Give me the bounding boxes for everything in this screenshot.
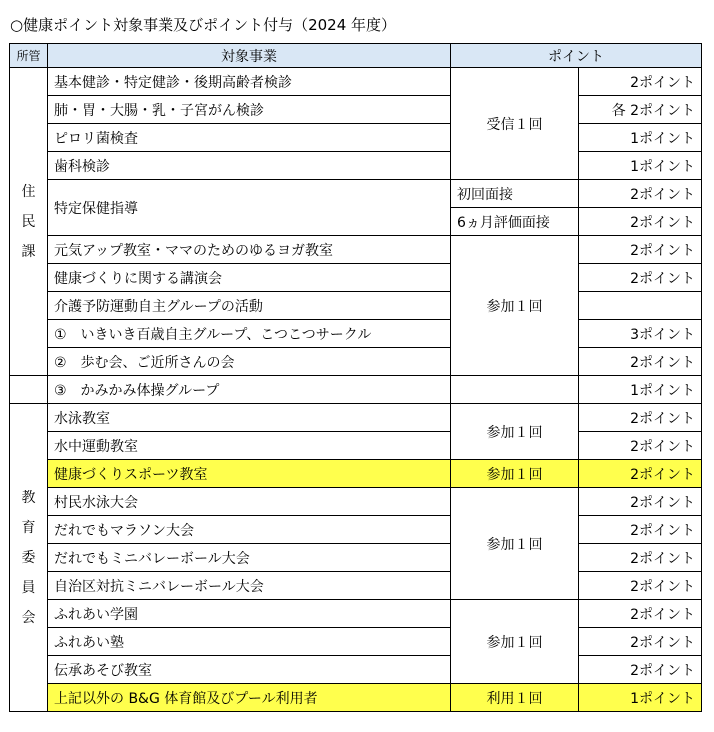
row-point: 1ポイント [579, 684, 702, 712]
dept-cell-continued [10, 376, 48, 404]
row-item: 伝承あそび教室 [48, 656, 451, 684]
table-row [10, 152, 702, 180]
row-point: 2ポイント [579, 180, 702, 208]
table-row [10, 376, 702, 404]
row-item: 上記以外の B&G 体育館及びプール利用者 [48, 684, 451, 712]
row-point: 2ポイント [579, 572, 702, 600]
table-row [10, 628, 702, 656]
row-item: ピロリ菌検査 [48, 124, 451, 152]
row-point: 2ポイント [579, 236, 702, 264]
row-item: 村民水泳大会 [48, 488, 451, 516]
row-point: 2ポイント [579, 516, 702, 544]
row-frequency: 参加１回 [451, 404, 579, 460]
row-point: 2ポイント [579, 488, 702, 516]
row-frequency: 参加１回 [451, 460, 579, 488]
row-frequency: 参加１回 [451, 600, 579, 684]
row-point: 1ポイント [579, 376, 702, 404]
row-frequency: 受信１回 [451, 68, 579, 180]
row-point: 2ポイント [579, 68, 702, 96]
row-item: 健康づくりに関する講演会 [48, 264, 451, 292]
table-row [10, 516, 702, 544]
row-item: 元気アップ教室・ママのためのゆるヨガ教室 [48, 236, 451, 264]
row-point: 1ポイント [579, 124, 702, 152]
row-point: 2ポイント [579, 404, 702, 432]
row-point: 2ポイント [579, 432, 702, 460]
row-item: ふれあい学園 [48, 600, 451, 628]
row-point: 2ポイント [579, 208, 702, 236]
row-point: 3ポイント [579, 320, 702, 348]
table-header-row [10, 44, 702, 68]
table-row [10, 180, 702, 208]
table-row [10, 488, 702, 516]
row-item: 健康づくりスポーツ教室 [48, 460, 451, 488]
row-sub-item: ② 歩む会、ご近所さんの会 [48, 348, 451, 376]
table-row [10, 264, 702, 292]
dept-kyoiku-iinkai: 教 育 委 員 会 [10, 404, 48, 712]
row-point-empty [579, 292, 702, 320]
row-item: 介護予防運動自主グループの活動 [48, 292, 451, 320]
row-item: 歯科検診 [48, 152, 451, 180]
table-row [10, 124, 702, 152]
table-row-highlighted [10, 684, 702, 712]
row-item: 自治区対抗ミニバレーボール大会 [48, 572, 451, 600]
table-row [10, 572, 702, 600]
row-frequency-continued [451, 376, 579, 404]
table-row [10, 292, 702, 320]
table-row [10, 68, 702, 96]
row-item: 基本健診・特定健診・後期高齢者検診 [48, 68, 451, 96]
row-item: ふれあい塾 [48, 628, 451, 656]
points-table [9, 43, 702, 712]
row-point: 2ポイント [579, 460, 702, 488]
table-row [10, 96, 702, 124]
header-dept: 所管 [10, 44, 48, 68]
row-frequency: 参加１回 [451, 236, 579, 376]
table-row [10, 404, 702, 432]
row-item: だれでもミニバレーボール大会 [48, 544, 451, 572]
table-row [10, 236, 702, 264]
table-row [10, 320, 702, 348]
row-point: 各 2ポイント [579, 96, 702, 124]
row-item: 肺・胃・大腸・乳・子宮がん検診 [48, 96, 451, 124]
row-point: 2ポイント [579, 348, 702, 376]
row-point: 2ポイント [579, 264, 702, 292]
header-point: ポイント [451, 44, 702, 68]
page-title: ○健康ポイント対象事業及びポイント付与（2024 年度） [10, 16, 397, 34]
row-item: だれでもマラソン大会 [48, 516, 451, 544]
row-item: 水泳教室 [48, 404, 451, 432]
row-sub-item: ① いきいき百歳自主グループ、こつこつサークル [48, 320, 451, 348]
table-row [10, 600, 702, 628]
row-frequency: 参加１回 [451, 488, 579, 600]
table-row [10, 544, 702, 572]
table-row [10, 432, 702, 460]
row-point: 2ポイント [579, 544, 702, 572]
table-row [10, 348, 702, 376]
row-point: 2ポイント [579, 600, 702, 628]
table-row [10, 656, 702, 684]
row-point: 1ポイント [579, 152, 702, 180]
row-point: 2ポイント [579, 628, 702, 656]
dept-juminka: 住 民 課 [10, 68, 48, 376]
row-item: 水中運動教室 [48, 432, 451, 460]
row-frequency: 利用１回 [451, 684, 579, 712]
row-point: 2ポイント [579, 656, 702, 684]
row-sub-frequency: 初回面接 [451, 180, 579, 208]
row-item: 特定保健指導 [48, 180, 451, 236]
header-item: 対象事業 [48, 44, 451, 68]
table-row-highlighted [10, 460, 702, 488]
row-sub-item: ③ かみかみ体操グループ [48, 376, 451, 404]
row-sub-frequency: 6ヵ月評価面接 [451, 208, 579, 236]
